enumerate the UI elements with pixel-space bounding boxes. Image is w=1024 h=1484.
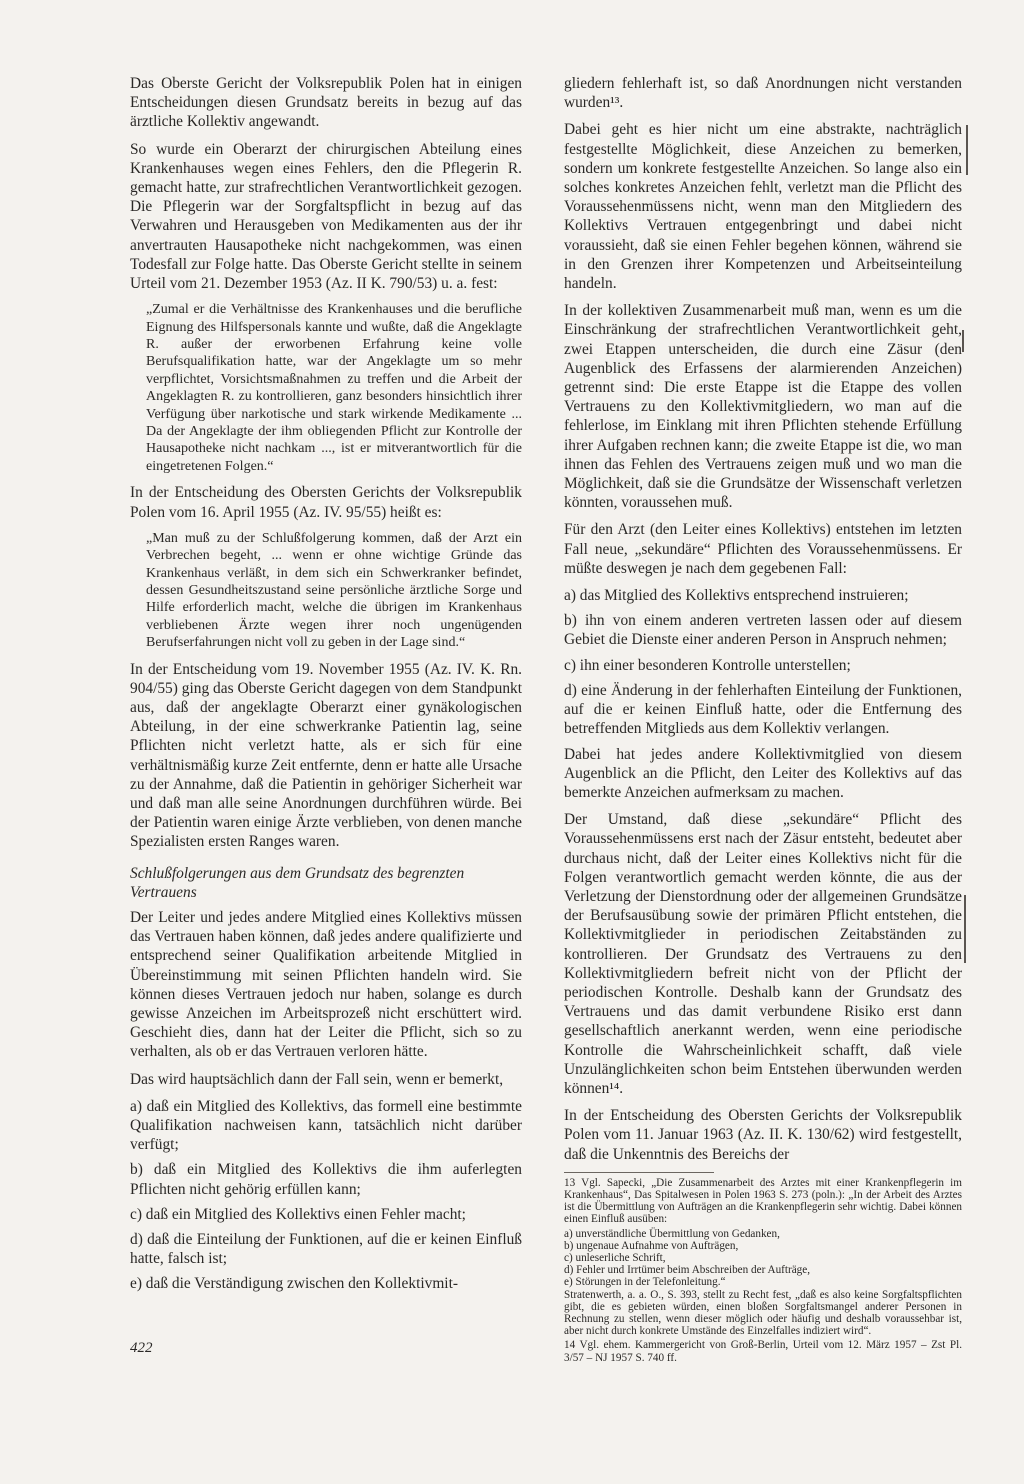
paragraph: Dabei geht es hier nicht um eine abstrakte, nachträglich festgestellte Möglichkeit, diese Anzeichen zu bemerken, sondern um konkrete festgestellte Anzeichen. So lange also ein solches konkretes Anzeichen fehlt, verletzt man die Pflicht des Voraussehenmüssens nicht, wenn man den Mitgliedern des Kollektivs Vertrauen entgegenbringt und dabei nicht voraussieht, daß sie einen Fehler begehen können, während sie in den Grenzen ihrer Kompetenzen und Arbeitseinteilung handeln. [564,121,962,293]
paragraph: Das wird hauptsächlich dann der Fall sein, wenn er bemerkt, [130,1070,504,1088]
paragraph: Der Leiter und jedes andere Mitglied eines Kollektivs müssen das Vertrauen haben können, daß jedes andere qualifizierte und entsprechend seiner Qualifikation arbeitende Mitglied in Übereinstimmung mit seinen Pflichten handeln wird. Sie können dieses Vertrauen jedoch nur haben, solange es durch gewisse Anzeichen im Arbeitsprozeß nicht erschüttert wird. Geschieht dies, dann hat der Leiter die Pflicht, sich so zu verhalten, als ob er das Vertrauen verloren hätte. [130,908,522,1061]
list-item: d) eine Änderung in der fehlerhaften Einteilung der Funktionen, auf die er keinen Einfluß hatte, oder die Entfernung des betreffenden Mitglieds aus dem Kollektiv verlangen. [564,681,962,738]
footnote-list-item: a) unverständliche Übermittlung von Gedanken, [564,1227,780,1240]
list-item: d) daß die Einteilung der Funktionen, auf die er keinen Einfluß hatte, falsch ist; [130,1231,522,1268]
page-number: 422 [130,1340,153,1356]
paragraph: In der Entscheidung des Obersten Gerichts der Volksrepublik Polen vom 16. April 1955 (Az. IV. 95/55) heißt es: [130,484,522,521]
footnote-list-item: e) Störungen in der Telefonleitung.“ [564,1276,726,1289]
paragraph: In der Entscheidung vom 19. November 1955 (Az. IV. K. Rn. 904/55) ging das Oberste Gericht dagegen von dem Standpunkt aus, daß der angeklagte Oberarzt einer gynäkologischen Abteilung, in der eine schwerkranke Patientin lag, seine Pflichten nicht verletzt hatte, als er sich für eine verhältnismäßig kurze Zeit entfernte, denn er hatte alle Ursache zu der Annahme, daß die Patientin in gehöriger Sicherheit war und daß man alle seine Anordnungen durchführen würde. Bei der Patientin waren einige Ärzte verblieben, von denen manche Spezialisten ersten Ranges waren. [130,660,522,851]
paragraph: Dabei hat jedes andere Kollektivmitglied von diesem Augenblick an die Pflicht, den Leiter des Kollektivs auf das bemerkte Anzeichen aufmerksam zu machen. [564,745,962,801]
paragraph: Das Oberste Gericht der Volksrepublik Polen hat in einigen Entscheidungen diesen Grundsatz bereits in bezug auf das ärztliche Kollektiv angewandt. [130,75,522,131]
footnote-list-item: b) ungenaue Aufnahme von Aufträgen, [564,1239,739,1252]
footnote-list-item: c) unleserliche Schrift, [564,1251,666,1264]
block-quote: „Man muß zu der Schlußfolgerung kommen, daß der Arzt ein Verbrechen begeht, ... wenn er ohne wichtige Gründe das Krankenhaus verläßt, in dem sich ein Schwerkranker befindet, dessen Gesundheitszustand seine persönliche ärztliche Sorge und Hilfe erforderlich macht, welche die übrigen im Krankenhaus verbliebenen Ärzte wegen ihrer noch ungenügenden Berufserfahrungen nicht voll zu geben in der Lage sind.“ [146,530,522,651]
footnotes [564,1177,962,1364]
right-column [564,74,962,1366]
paragraph: So wurde ein Oberarzt der chirurgischen Abteilung eines Krankenhauses wegen eines Fehlers, den die Pflegerin R. gemacht hatte, zur strafrechtlichen Verantwortlichkeit gezogen. Die Pflegerin war der Sorgfaltspflicht in bezug auf das Verwahren und Herausgeben von Medikamenten aus der ihr anvertrauten Hausapotheke nicht nachgekommen, was einen Todesfall zur Folge hatte. Das Oberste Gericht stellte in seinem Urteil vom 21. Dezember 1953 (Az. II K. 790/53) u. a. fest: [130,140,522,293]
list-item: b) daß ein Mitglied des Kollektivs die ihm auferlegten Pflichten nicht gehörig erfüllen kann; [130,1161,522,1198]
list-item: c) daß ein Mitglied des Kollektivs einen Fehler macht; [130,1205,466,1223]
list-item: e) daß die Verständigung zwischen den Kollektivmit- [130,1275,458,1293]
block-quote: „Zumal er die Verhältnisse des Krankenhauses und die berufliche Eignung des Hilfspersonals kannte und wußte, daß die Angeklagte R. außer der erworbenen Erfahrung keine volle Berufsqualifikation hatte, war der Angeklagte um so mehr verpflichtet, Vorsichtsmaßnahmen zu treffen und die Arbeit der Angeklagten R. zu kontrollieren, ganz besonders hinsichtlich ihrer Verfügung über narkotische und stark wirkende Medikamente ... Da der Angeklagte der ihm obliegenden Pflicht zur Kontrolle der Hausapotheke nicht nachkam ..., ist er mitverantwortlich für die eingetretenen Folgen.“ [146,302,522,474]
paragraph: In der kollektiven Zusammenarbeit muß man, wenn es um die Einschränkung der strafrechtlichen Verantwortlichkeit geht, zwei Etappen unterscheiden, die durch eine Zäsur (den Augenblick des Erfassens der alarmierenden Anzeichen) getrennt sind: Die erste Etappe ist die Etappe des vollen Vertrauens zu den Kollektivmitgliedern, wo man auf die fehlerlose, im Einklang mit ihren Pflichten stehende Erfüllung ihrer Aufgaben rechnen kann; die zweite Etappe ist die, wo man ihnen das Fehlen des Vertrauens zeigen muß und wo man die Möglichkeit, daß sie die Grundsätze der Wissenschaft verletzen könnten, voraussehen muß. [564,302,962,512]
list-item: a) das Mitglied des Kollektivs entsprechend instruieren; [564,587,909,605]
footnote-14: 14 Vgl. ehem. Kammergericht von Groß-Berlin, Urteil vom 12. März 1957 – Zst Pl. 3/57 – NJ 1957 S. 740 ff. [564,1339,962,1364]
footnote-list-item: d) Fehler und Irrtümer beim Abschreiben der Aufträge, [564,1264,811,1277]
paragraph: gliedern fehlerhaft ist, so daß Anordnungen nicht verstanden wurden¹³. [564,75,962,112]
margin-mark [962,330,964,352]
left-column [130,74,522,1300]
margin-mark [964,895,966,963]
list-item: a) daß ein Mitglied des Kollektivs, das formell eine bestimmte Qualifikation nachweisen kann, tatsächlich nicht darüber verfügt; [130,1097,522,1154]
paragraph: Der Umstand, daß diese „sekundäre“ Pflicht des Voraussehenmüssens erst nach der Zäsur entsteht, bedeutet aber durchaus nicht, daß der Leiter eines Kollektivs nicht für die Folgen verantwortlich gemacht werden könnte, die aus der Verletzung der Dienstordnung oder der allgemeinen Grundsätze der Berufsausübung sowie der primären Pflicht entstehen, die Kollektivmitglieder in periodischen Zeitabständen zu kontrollieren. Der Grundsatz des Vertrauens zu den Kollektivmitgliedern befreit nicht von der Pflicht der periodischen Kontrolle. Deshalb kann der Grundsatz des Vertrauens und das damit verbundene Risiko erst dann gesellschaftlich anerkannt werden, wenn eine periodische Kontrolle die Wahrscheinlichkeit schafft, daß viele Unzulänglichkeiten schon beim Entstehen überwunden werden können¹⁴. [564,811,962,1097]
footnote-13: 13 Vgl. Sapecki, „Die Zusammenarbeit des Arztes mit einer Krankenpflegerin im Krankenhaus“, Das Spitalwesen in Polen 1963 S. 273 (poln.): „In der Arbeit des Arztes ist die Übermittlung von Aufträgen an die Krankenpflegerin sehr wichtig. Dabei können einen Einfluß ausüben: [564,1176,962,1226]
margin-mark [966,125,968,175]
list-item: c) ihn einer besonderen Kontrolle unterstellen; [564,656,851,674]
footnote-13-continued: Stratenwerth, a. a. O., S. 393, stellt zu Recht fest, „daß es also keine Sorgfaltspflichten gibt, die es gebieten würden, einen bloßen Sorgfaltsmangel anderer Personen in Rechnung zu stellen, wenn dieser möglich oder häufig und deshalb voraussehbar ist, aber nicht durch konkrete Umstände des Einzelfalles indiziert wird“. [564,1288,962,1338]
paragraph: In der Entscheidung des Obersten Gerichts der Volksrepublik Polen vom 11. Januar 1963 (Az. II. K. 130/62) wird festgestellt, daß die Unkenntnis des Bereichs der [564,1107,962,1163]
section-heading: Schlußfolgerungen aus dem Grundsatz des begrenzten Vertrauens [130,864,465,901]
list-item: b) ihn von einem anderen vertreten lassen oder auf diesem Gebiet die Dienste einer anderen Person in Anspruch nehmen; [564,612,962,649]
paragraph: Für den Arzt (den Leiter eines Kollektivs) entstehen im letzten Fall neue, „sekundäre“ Pflichten des Voraussehenmüssens. Er müßte deswegen je nach dem gegebenen Fall: [564,521,962,577]
